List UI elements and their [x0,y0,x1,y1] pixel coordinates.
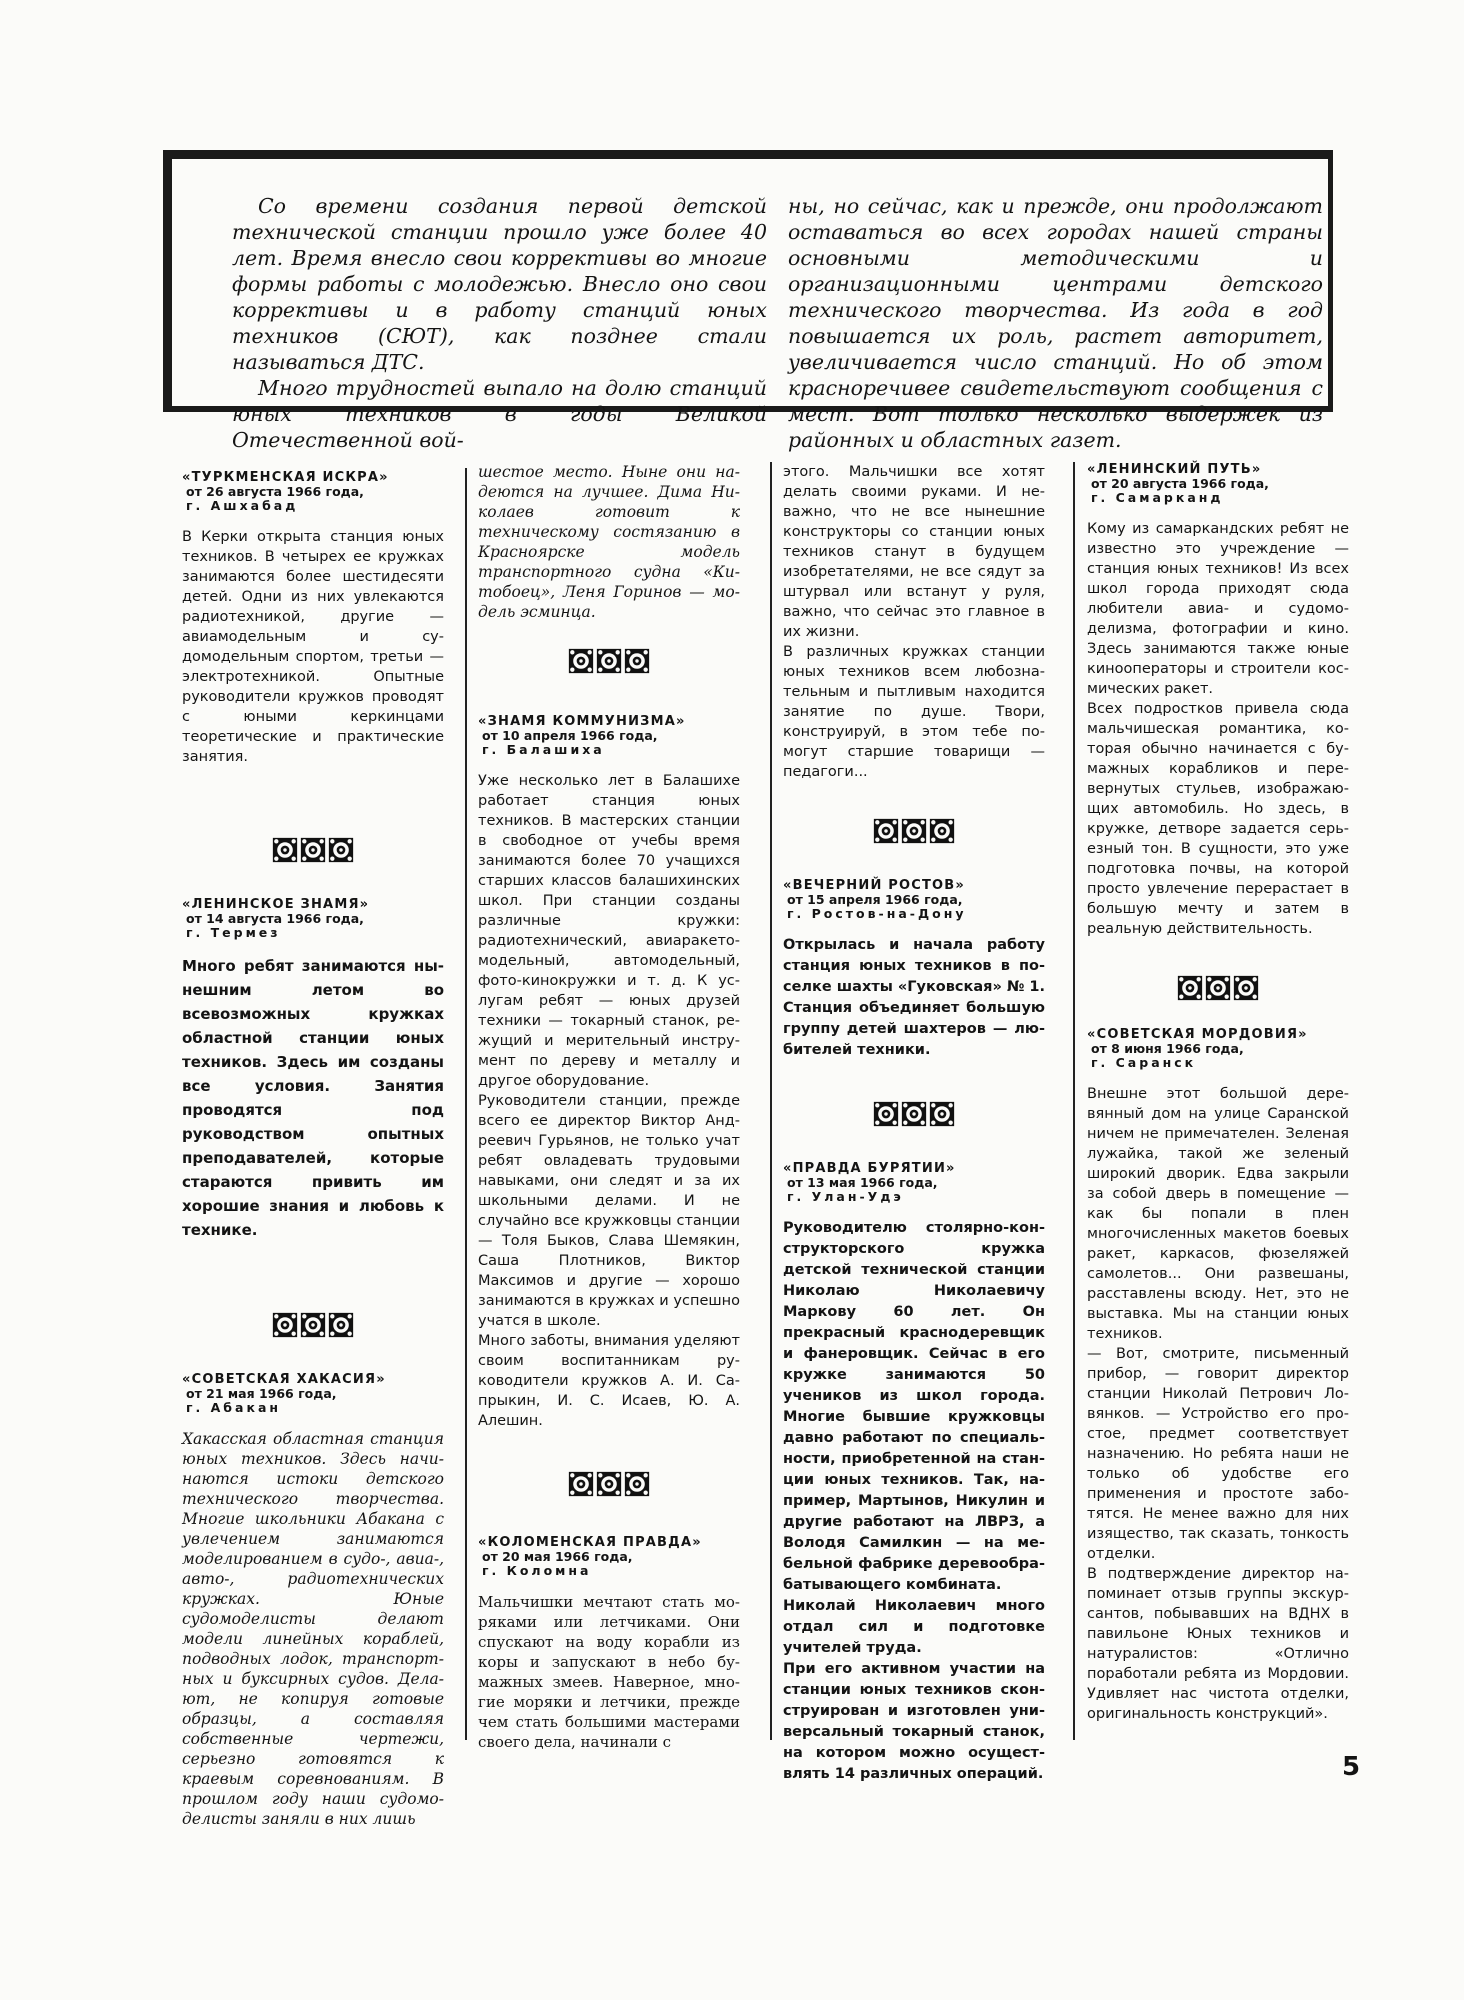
article-paragraph: При его активном участии на станции юных техников сконструирован и изготовлен универсальный токарный станок, на котором можно осуществлять 14 различных операций. [783,1661,1045,1782]
article-sovetskaya-mordovia [1087,1027,1349,1724]
publication-title: «ЛЕНИНСКОЕ ЗНАМЯ» [182,897,370,912]
intro-paragraph-3: ны, но сейчас, как и прежде, они продолжают оставаться во всех городах нашей страны основными методическими и организационными центрами детского технического творчества. Из года в год повышается их роль, растет авторитет, увеличивается число станций. Но об этом красноречивее свидетельствуют сообщения с мест. Вот только несколько выдержек из районных и областных газет. [788,194,1323,452]
article-paragraph: Руководителю столярно-конструкторского кружка детской технической станции Николаю Николаевичу Маркову 60 лет. Он прекрасный краснодеревщик и фанеровщик. Сейчас в его кружке занимаются 50 учеников из школ города. Многие бывшие кружковцы давно работают по специальности, приобретенной на станции юных техников. Так, например, Мартынов, Никулин и другие работают на ЛВРЗ, а Володя Самилкин — на мебельной фабрике деревообрабатывающего комбината. [783,1220,1045,1593]
article-pravda-buryatii [783,1161,1045,1785]
ornament-divider [478,1471,740,1497]
ornament-icon [300,1312,326,1338]
ornament-icon [873,818,899,844]
ornament-icon [1177,975,1203,1001]
dateline: от 14 августа 1966 года, [186,911,364,926]
article-leninsky-put [1087,462,1349,939]
ornament-icon [901,818,927,844]
dateline: от 26 августа 1966 года, [186,484,364,499]
article-paragraph: этого. Мальчишки все хотят делать своими руками. И неважно, что не все нынешние конструкторы со станции юных техников станут в будущем изобретателями, не все сядут за штурвал или встанут у руля, важно, что сейчас это главное в их жизни. [783,464,1045,640]
article-paragraph: — Вот, смотрите, письменный прибор, — говорит директор станции Николай Петрович Ловянков. — Устройство его простое, предмет соответствует назначению. Но ребята наши не только об удобстве его применения и простоте заботятся. Не менее важно для них изящество, так сказать, тонкость отделки. [1087,1346,1349,1562]
masthead [182,470,444,513]
dateline: от 8 июня 1966 года, [1091,1041,1244,1056]
page-number: 5 [1342,1752,1361,1782]
column-rule-2 [770,462,772,1740]
ornament-divider [783,818,1045,844]
article-text: Мальчишки мечтают стать моряками или летчиками. Они спускают на воду корабли из коры и запускают в небо бумажных змеев. Наверное, многие моряки и летчики, прежде чем стать большими мастерами своего дела, начинали с [478,1593,740,1751]
ornament-icon [929,1101,955,1127]
article-continuation: шестое место. Ныне они надеются на лучшее. Дима Николаев готовит к техническому состязанию в Красноярске модель транспортного судна «Китобоец», Леня Горинов — модель эсминца. [478,463,740,621]
article-text [1087,1084,1349,1724]
article-kolomenskaya-pravda [478,1535,740,1752]
article-continuation [783,462,1045,782]
article-paragraph: Всех подростков привела сюда мальчишеская романтика, которая обычно начинается с бумажных корабликов и перевернутых стульев, изображающих автомобиль. Но здесь, в кружке, детворе задается серьезный тон. В сущности, это уже подготовка почвы, на которой просто увлечение перерастает в большую мечту и затем в реальную действительность. [1087,701,1349,937]
ornament-icon [272,1312,298,1338]
city: г. Коломна [482,1563,592,1578]
ornament-divider [478,648,740,674]
city: г. Термез [186,925,281,940]
article-paragraph: Руководители станции, прежде всего ее директор Виктор Андреевич Гурьянов, не только учат ребят овладевать трудовыми навыками, они следят и за их школьными делами. И не случайно все кружковцы станции — Толя Быков, Слава Шемякин, Саша Плотников, Виктор Максимов и другие — хорошо занимаются в кружках и успешно учатся в школе. [478,1093,740,1329]
article-sovetskaya-khakasia [182,1372,444,1829]
city: г. Абакан [186,1400,282,1415]
article-turkmenskaya-iskra [182,470,444,767]
article-paragraph: В подтверждение директор напоминает отзыв группы экскурсантов, побывавших на ВДНХ в павильоне Юных техников и натуралистов: «Отлично поработали ребята из Мордовии. Удивляет нас чистота отделки, оригинальность конструкций». [1087,1566,1349,1722]
publication-title: «ПРАВДА БУРЯТИИ» [783,1161,956,1176]
intro-paragraph-1: Со времени создания первой детской технической станции прошло уже более 40 лет. Время внесло свои коррективы во многие формы работы с молодежью. Внесло оно свои коррективы и в работу станций юных техников (СЮТ), как позднее стали называться ДТС. [232,194,767,374]
masthead [478,714,740,757]
ornament-divider [182,837,444,863]
publication-title: «КОЛОМЕНСКАЯ ПРАВДА» [478,1535,702,1550]
ornament-icon [328,837,354,863]
city: г. Ростов-на-Дону [787,906,967,921]
ornament-icon [1205,975,1231,1001]
intro-paragraph-2: Много трудностей выпало на долю станций юных техников в годы Великой Отечественной вой- [232,376,767,452]
ornament-icon [272,837,298,863]
article-text: Хакасская областная станция юных техников. Здесь начинаются истоки детского технического творчества. Многие школьники Абакана с увлечением занимаются моделированием в судо-, авиа-, авто-, радиотехнических кружках. Юные судомоделисты делают модели линейных кораблей, подводных лодок, транспортных и буксирных судов. Делают, не копируя готовые образцы, а составляя собственные чертежи, серьезно готовятся к краевым соревнованиям. В прошлом году наши судомоделисты заняли в них лишь [182,1430,444,1828]
dateline: от 13 мая 1966 года, [787,1175,938,1190]
masthead [182,1372,444,1415]
publication-title: «ТУРКМЕНСКАЯ ИСКРА» [182,470,389,485]
ornament-icon [929,818,955,844]
ornament-divider [1087,975,1349,1001]
column-3 [783,462,1045,1785]
ornament-icon [568,648,594,674]
article-vecherny-rostov [783,878,1045,1061]
ornament-divider [783,1101,1045,1127]
article-text: Открылась и начала работу станция юных техников в поселке шахты «Гуковская» № 1. Станция объединяет большую группу детей шахтеров — любителей техники. [783,937,1045,1058]
column-rule-3 [1073,462,1075,1740]
article-text [1087,519,1349,939]
city: г. Самарканд [1091,490,1224,505]
publication-title: «ЛЕНИНСКИЙ ПУТЬ» [1087,462,1262,477]
ornament-icon [1233,975,1259,1001]
article-text: Много ребят занимаются нынешним летом во всевозможных кружках областной станции юных техников. Здесь им созданы все условия. Занятия проводятся под руководством опытных преподавателей, которые стараются привить им хорошие знания и любовь к технике. [182,957,444,1239]
ornament-icon [596,648,622,674]
ornament-icon [873,1101,899,1127]
publication-title: «СОВЕТСКАЯ ХАКАСИЯ» [182,1372,386,1387]
dateline: от 10 апреля 1966 года, [482,728,658,743]
city: г. Ашхабад [186,498,299,513]
article-leninskoe-znamya [182,897,444,1242]
article-paragraph: Николай Николаевич много отдал сил и подготовке учителей труда. [783,1598,1045,1656]
ornament-icon [596,1471,622,1497]
intro-right-column [788,193,1323,453]
column-1 [182,462,444,1829]
masthead [182,897,444,940]
publication-title: «ЗНАМЯ КОММУНИЗМА» [478,714,686,729]
article-znamya-kommunizma [478,714,740,1431]
ornament-divider [182,1312,444,1338]
article-text: В Керки открыта станция юных техников. В четырех ее кружках занимаются более шестидесяти детей. Одни из них увлекаются радиотехникой, другие — авиамодельным и судомодельным спортом, третьи — электротехникой. Опытные руководители кружков проводят с юными керкинцами теоретические и практические занятия. [182,529,444,765]
dateline: от 20 мая 1966 года, [482,1549,633,1564]
dateline: от 15 апреля 1966 года, [787,892,963,907]
ornament-icon [568,1471,594,1497]
column-2 [478,462,740,1752]
city: г. Улан-Удэ [787,1189,904,1204]
masthead [1087,1027,1349,1070]
publication-title: «ВЕЧЕРНИЙ РОСТОВ» [783,878,966,893]
intro-box [163,150,1333,452]
masthead [783,1161,1045,1204]
city: г. Балашиха [482,742,605,757]
article-paragraph: Кому из самаркандских ребят не известно это учреждение — станция юных техников! Из всех школ города приходят сюда любители авиа- и судомоделизма, фотографии и кино. Здесь занимаются также юные кинооператоры и строители космических ракет. [1087,521,1349,697]
ornament-icon [328,1312,354,1338]
intro-left-column [232,193,767,453]
article-text [783,1218,1045,1785]
masthead [478,1535,740,1578]
column-rule-1 [465,468,467,1740]
article-paragraph: Уже несколько лет в Балашихе работает станция юных техников. В мастерских станции в свободное от учебы время занимаются более 70 учащихся старших классов балашихинских школ. При станции созданы различные кружки: радиотехнический, авиаракетомодельный, автомодельный, фото-кинокружки и т. д. К услугам ребят — юных друзей техники — токарный станок, режущий и мерительный инструмент по дереву и металлу и другое оборудование. [478,773,740,1089]
publication-title: «СОВЕТСКАЯ МОРДОВИЯ» [1087,1027,1308,1042]
city: г. Саранск [1091,1055,1197,1070]
ornament-icon [300,837,326,863]
masthead [1087,462,1349,505]
article-paragraph: Много заботы, внимания уделяют своим воспитанникам руководители кружков А. И. Сапрыкин, И. С. Исаев, Ю. А. Алешин. [478,1333,740,1429]
article-text [478,771,740,1431]
ornament-icon [624,648,650,674]
column-4 [1087,462,1349,1724]
masthead [783,878,1045,921]
article-paragraph: Внешне этот большой деревянный дом на улице Саранской ничем не примечателен. Зеленая лужайка, такой же зеленый широкий дворик. Едва закрыли за собой дверь в помещение — как бы попали в плен многочисленных макетов боевых ракет, каркасов, фюзеляжей самолетов... Они развешаны, расставлены всюду. Нет, это не выставка. Мы на станции юных техников. [1087,1086,1349,1342]
dateline: от 20 августа 1966 года, [1091,476,1269,491]
ornament-icon [624,1471,650,1497]
dateline: от 21 мая 1966 года, [186,1386,337,1401]
article-paragraph: В различных кружках станции юных техников всем любознательным и пытливым находится занятие по душе. Твори, конструируй, в этом тебе помогут старшие товарищи — педагоги... [783,644,1045,780]
ornament-icon [901,1101,927,1127]
